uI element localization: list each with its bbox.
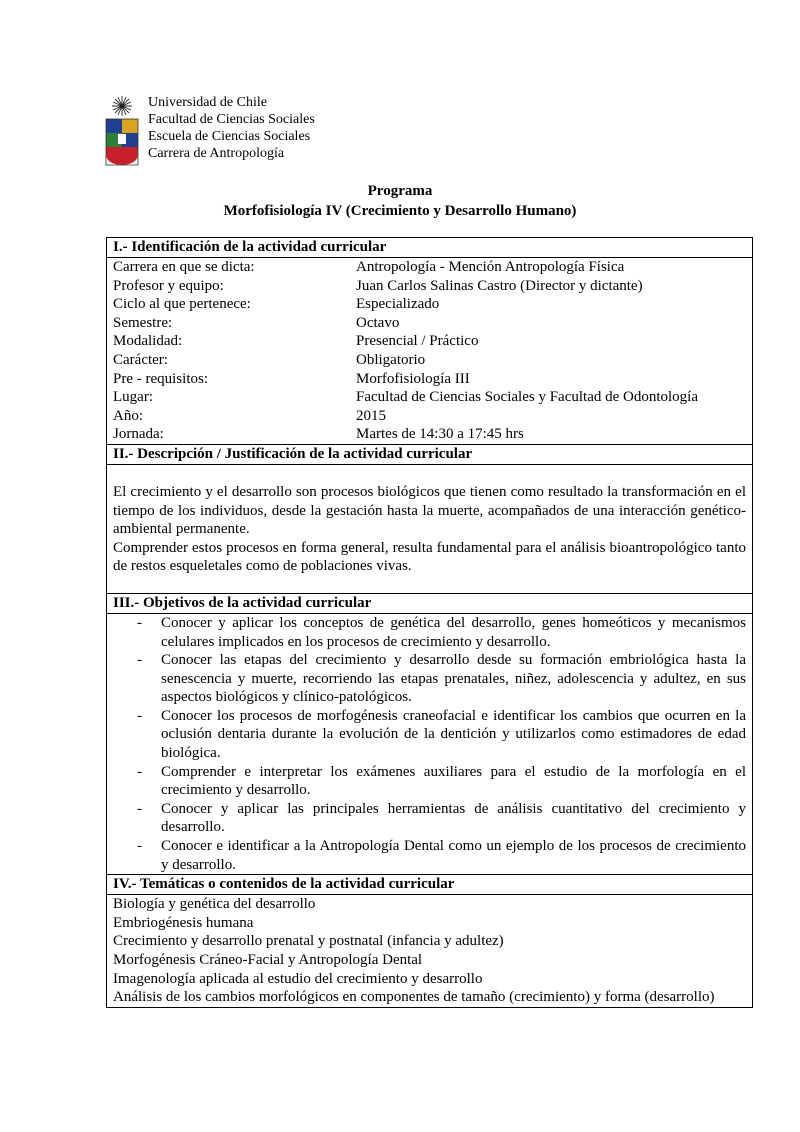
objective-item: [129, 837, 746, 874]
row-label: Profesor y equipo:: [113, 277, 224, 294]
shield-icon: [106, 119, 138, 165]
content-item: Embriogénesis humana: [113, 914, 254, 931]
objectives-list: [107, 614, 752, 874]
row-label: Lugar:: [113, 389, 153, 406]
objective-text: Conocer los procesos de morfogénesis craneofacial e identificar los cambios que ocurren en la oclusión dentaria durante la evolución de la dentición y utilizarlos como estimadores de edad biológica.: [161, 707, 746, 762]
bullet-dash: -: [137, 763, 142, 780]
objective-text: Conocer y aplicar los conceptos de genética del desarrollo, genes homeóticos y mecanismos celulares implicados en los procesos de crecimiento y desarrollo.: [161, 614, 746, 650]
university-name: Universidad de Chile: [148, 95, 267, 110]
row-value: Presencial / Práctico: [356, 333, 479, 350]
description-paragraph: El crecimiento y el desarrollo son procesos biológicos que tienen como resultado la transformación en el tiempo de los individuos, desde la gestación hasta la muerte, acompañados de una interacción genético-ambiental permanente.: [113, 483, 746, 538]
identification-row: [107, 370, 752, 389]
section-3-heading: III.- Objetivos de la actividad curricular: [107, 593, 752, 614]
row-value: Morfofisiología III: [356, 370, 470, 387]
program-title: [0, 181, 800, 221]
content-item: Crecimiento y desarrollo prenatal y postnatal (infancia y adultez): [113, 933, 504, 950]
objective-text: Conocer e identificar a la Antropología Dental como un ejemplo de los procesos de crecimiento y desarrollo.: [161, 838, 746, 873]
row-value: 2015: [356, 407, 386, 424]
identification-row: [107, 407, 752, 426]
row-value: Octavo: [356, 314, 400, 331]
career-name: Carrera de Antropología: [148, 146, 285, 161]
identification-row: [107, 314, 752, 333]
row-value: Juan Carlos Salinas Castro (Director y dictante): [356, 277, 643, 294]
row-label: Semestre:: [113, 314, 173, 331]
content-item: Análisis de los cambios morfológicos en componentes de tamaño (crecimiento) y forma (desarrollo): [113, 989, 715, 1006]
row-value: Especializado: [356, 296, 440, 313]
curricular-table: [106, 237, 753, 1008]
title-line-2: Morfofisiología IV (Crecimiento y Desarrollo Humano): [223, 203, 577, 219]
row-value: Martes de 14:30 a 17:45 hrs: [356, 426, 524, 443]
description-paragraph: Comprender estos procesos en forma general, resulta fundamental para el análisis bioantropológico tanto de restos esqueletales como de poblaciones vivas.: [113, 539, 746, 575]
bullet-dash: -: [137, 800, 142, 817]
bullet-dash: -: [137, 652, 142, 669]
faculty-name: Facultad de Ciencias Sociales: [148, 112, 315, 127]
identification-row: [107, 277, 752, 296]
objective-item: [129, 614, 746, 651]
objective-text: Comprender e interpretar los exámenes auxiliares para el estudio de la morfología en el crecimiento y desarrollo.: [161, 763, 746, 799]
identification-row: [107, 258, 752, 277]
row-label: Carácter:: [113, 351, 168, 368]
row-value: Obligatorio: [356, 351, 426, 368]
row-value: Antropología - Mención Antropología Física: [356, 259, 625, 275]
identification-row: [107, 332, 752, 351]
university-logo: [104, 94, 140, 166]
row-label: Pre - requisitos:: [113, 370, 208, 387]
row-label: Carrera en que se dicta:: [113, 259, 255, 275]
identification-row: [107, 295, 752, 314]
objective-item: [129, 707, 746, 763]
institution-block: [148, 94, 315, 162]
objective-item: [129, 763, 746, 800]
content-item: Biología y genética del desarrollo: [113, 896, 316, 913]
row-label: Modalidad:: [113, 333, 183, 350]
content-item: Morfogénesis Cráneo-Facial y Antropología Dental: [113, 952, 423, 968]
contents-list: [107, 895, 752, 1007]
bullet-dash: -: [137, 707, 142, 724]
row-label: Ciclo al que pertenece:: [113, 296, 251, 313]
star-icon: [112, 96, 132, 116]
section-2-heading: II.- Descripción / Justificación de la actividad curricular: [107, 444, 752, 465]
bullet-dash: -: [137, 614, 142, 631]
identification-row: [107, 388, 752, 407]
description-block: [107, 465, 752, 593]
objective-text: Conocer las etapas del crecimiento y desarrollo desde su formación embriológica hasta la senescencia y muerte, recorriendo las etapas prenatales, niñez, adolescencia y adultez, en sus aspectos biológicos y clínico-patológicos.: [161, 652, 746, 706]
school-name: Escuela de Ciencias Sociales: [148, 129, 311, 144]
row-label: Año:: [113, 407, 143, 424]
row-label: Jornada:: [113, 426, 164, 443]
identification-row: [107, 351, 752, 370]
content-item: Imagenología aplicada al estudio del crecimiento y desarrollo: [113, 970, 483, 987]
section-1-heading: I.- Identificación de la actividad curricular: [107, 238, 752, 258]
section-4-heading: IV.- Temáticas o contenidos de la actividad curricular: [107, 874, 752, 895]
objective-item: [129, 651, 746, 707]
row-value: Facultad de Ciencias Sociales y Facultad de Odontología: [356, 389, 698, 406]
title-line-1: Programa: [367, 183, 433, 199]
bullet-dash: -: [137, 838, 142, 855]
identification-list: [107, 258, 752, 444]
objective-item: [129, 800, 746, 837]
objective-text: Conocer y aplicar las principales herramientas de análisis cuantitativo del crecimiento y desarrollo.: [161, 800, 746, 836]
identification-row: [107, 425, 752, 444]
